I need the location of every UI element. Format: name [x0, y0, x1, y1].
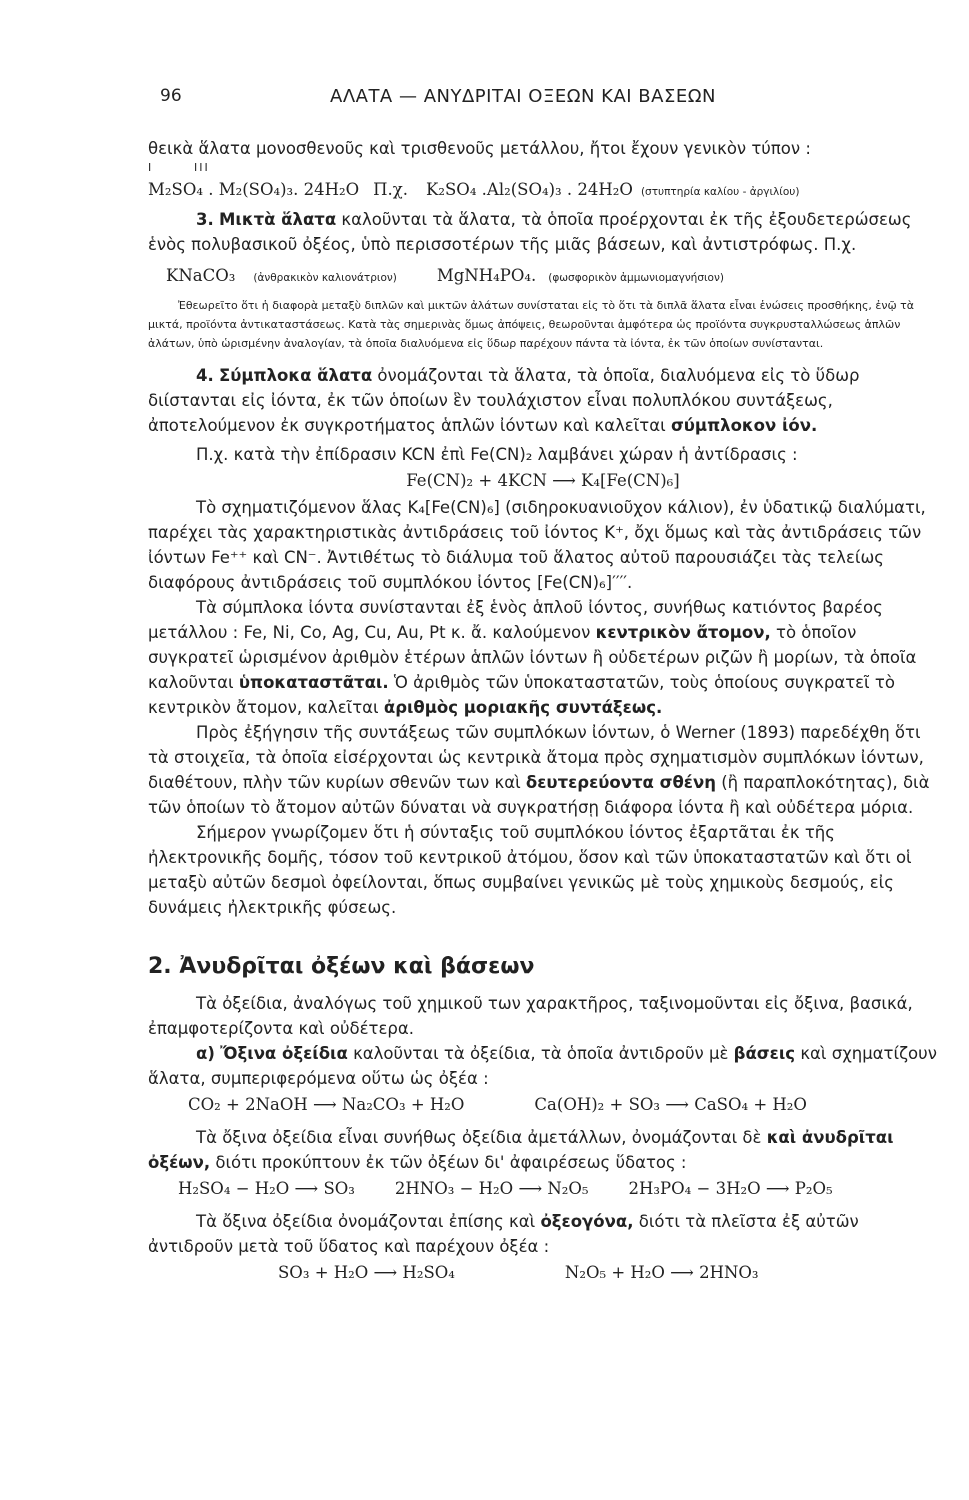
equations-row-2 [178, 1179, 938, 1209]
equation-1: CO₂ + 2NaOH ⟶ Na₂CO₃ + H₂O [188, 1095, 465, 1114]
section-2-intro: Τὰ ὀξείδια, ἀναλόγως τοῦ χημικοῦ των χαρακτῆρος, ταξινομοῦνται εἰς ὄξινα, βασικά, ἐπαμφοτερίζοντα καὶ οὐδέτερα. [148, 994, 913, 1038]
equation-7: N₂O₅ + H₂O ⟶ 2HNO₃ [564, 1263, 759, 1282]
acidic-oxides-text-1: καλοῦνται τὰ ὀξείδια, τὰ ὁποῖα ἀντιδροῦν μὲ [353, 1044, 729, 1063]
equation-5: 2H₃PO₄ − 3H₂O ⟶ P₂O₅ [628, 1179, 833, 1198]
acid-forming-term: ὀξεογόνα, [540, 1212, 634, 1231]
secondary-valence-term: δευτερεύοντα σθένη [525, 773, 716, 792]
acidic-oxides-label: α) [196, 1044, 215, 1063]
oxygen-forming-paragraph [148, 1209, 938, 1259]
oxygen-forming-text-2: διότι τὰ πλεῖστα ἐξ αὐτῶν ἀντιδροῦν μετὰ τοῦ ὕδατος καὶ παρέχουν ὀξέα : [148, 1212, 859, 1256]
complex-salts-paragraph [148, 363, 938, 438]
oxygen-forming-text-1: Τὰ ὄξινα ὀξείδια ὀνομάζονται ἐπίσης καὶ [196, 1212, 536, 1231]
complex-p4-b: (ἢ παραπλοκότητας), διὰ τῶν ὁποίων τὸ ἄτομον αὐτῶν δύναται νὰ συγκρατήσῃ διάφορα ἰόντα ἢ καὶ οὐδέτερα μόρια. [148, 773, 930, 817]
mixed-formula-1: KNaCO₃ [166, 266, 236, 285]
anhydrides-text-2: διότι προκύπτουν ἐκ τῶν ὀξέων δι' ἀφαιρέσεως ὕδατος : [215, 1153, 687, 1172]
mixed-name-1: (ἀνθρακικὸν καλιονάτριον) [253, 272, 397, 284]
page-body [148, 132, 938, 1293]
complex-salts-term: Σύμπλοκα ἅλατα [219, 366, 373, 385]
mixed-salts-term: Μικτὰ ἅλατα [219, 210, 337, 229]
mixed-salts-note: Ἐθεωρεῖτο ὅτι ἡ διαφορὰ μεταξὺ διπλῶν καὶ μικτῶν ἀλάτων συνίσταται εἰς τὸ ὅτι τὰ διπλᾶ ἅλατα εἶναι ἑνώσεις προσθήκης, ἐνῷ τὰ μικτά, προϊόντα ἀντικαταστάσεως. Κατὰ τὰς σημερινὰς ὅμως ἀπόψεις, θεωροῦνται ἀμφότερα ὡς προϊόντα συγκρυσταλλώσεως ἁπλῶν ἀλάτων, ὑπὸ ὡρισμένην ἀναλογίαν, τὰ ὁποῖα διαλυόμενα εἰς ὕδωρ παρέχουν πάντα τὰ ἰόντα, ἐκ τῶν ὁποίων συνίστανται. [148, 299, 915, 350]
mixed-salts-examples [166, 263, 938, 288]
central-atom-term: κεντρικὸν ἄτομον, [595, 623, 771, 642]
equation-4: 2HNO₃ − H₂O ⟶ N₂O₅ [394, 1179, 589, 1198]
complex-p3-b: τὸ ὁποῖον συγκρατεῖ ὡρισμένον ἀριθμὸν ἑτέρων ἁπλῶν ἰόντων ἢ οὐδετέρων ριζῶν ἢ μορίων, τὰ ὁποῖα καλοῦνται [148, 623, 917, 692]
alum-example-name: (στυπτηρία καλίου - ἀργιλίου) [640, 186, 800, 198]
mixed-salts-number: 3. [196, 210, 214, 229]
running-title: ΑΛΑΤΑ — ΑΝΥΔΡΙΤΑΙ ΟΞΕΩΝ ΚΑΙ ΒΑΣΕΩΝ [330, 86, 716, 107]
anhydrides-paragraph [148, 1125, 938, 1175]
equations-row-1 [188, 1095, 938, 1125]
complex-reaction: Fe(CN)₂ + 4KCN ⟶ K₄[Fe(CN)₆] [406, 471, 680, 490]
complex-ion-term: σύμπλοκον ἰόν. [670, 416, 818, 435]
complex-paragraph-5: Σήμερον γνωρίζομεν ὅτι ἡ σύνταξις τοῦ συμπλόκου ἰόντος ἐξαρτᾶται ἐκ τῆς ἠλεκτρονικῆς δομῆς, τόσον τοῦ κεντρικοῦ ἀτόμου, ὅσον καὶ τῶν ὑποκαταστατῶν καὶ ὅτι οἱ μεταξὺ αὐτῶν δεσμοὶ ὀφείλονται, ὅπως συμβαίνει γενικῶς μὲ τοὺς χημικοὺς δεσμούς, εἰς δυνάμεις ἠλεκτρικῆς φύσεως. [148, 823, 912, 917]
ligands-term: ὑποκαταστᾶται. [238, 673, 389, 692]
coordination-number-term: ἀριθμὸς μοριακῆς συντάξεως. [383, 698, 663, 717]
alum-example-formula: K₂SO₄ .Al₂(SO₄)₃ . 24H₂O [426, 180, 633, 199]
complex-example: Π.χ. κατὰ τὴν ἐπίδρασιν KCN ἐπὶ Fe(CN)₂ λαμβάνει χώραν ἡ ἀντίδρασις : [196, 445, 798, 464]
page-header [0, 86, 969, 116]
acidic-oxides-paragraph [148, 1041, 938, 1091]
complex-salts-text: ὀνομάζονται τὰ ἅλατα, τὰ ὁποῖα, διαλυόμενα εἰς τὸ ὕδωρ διίστανται εἰς ἰόντα, ἐκ τῶν ὁποίων ἓν τουλάχιστον εἶναι πολυπλόκου συντάξεως, ἀποτελούμενον ἐκ συγκροτήματος ἁπλῶν ἰόντων καὶ καλεῖται [148, 366, 860, 435]
roman-three: III [194, 161, 210, 174]
acid-anhydrides-term: καὶ ἀνυδρῖται ὀξέων, [148, 1128, 894, 1172]
complex-paragraph-2: Τὸ σχηματιζόμενον ἅλας K₄[Fe(CN)₆] (σιδηροκυανιοῦχον κάλιον), ἐν ὑδατικῷ διαλύματι, παρέχει τὰς χαρακτηριστικὰς ἀντιδράσεις τοῦ ἰόντος K⁺, ὄχι ὅμως καὶ τὰς ἀντιδράσεις τῶν ἰόντων Fe⁺⁺ καὶ CN⁻. Ἀντιθέτως τὸ διάλυμα τοῦ ἅλατος αὐτοῦ παρουσιάζει τὰς τελείως διαφόρους ἀντιδράσεις τοῦ συμπλόκου ἰόντος [Fe(CN)₆]′′′′. [148, 498, 926, 592]
complex-salts-number: 4. [196, 366, 214, 385]
alum-intro: θεικὰ ἅλατα μονοσθενοῦς καὶ τρισθενοῦς μετάλλου, ἤτοι ἔχουν γενικὸν τύπον : [148, 139, 811, 158]
anhydrides-text-1: Τὰ ὄξινα ὀξείδια εἶναι συνήθως ὀξείδια ἀμετάλλων, ὀνομάζονται δὲ [196, 1128, 762, 1147]
roman-one: I [148, 161, 154, 174]
mixed-salts-paragraph [148, 207, 938, 257]
equations-row-3 [278, 1263, 938, 1293]
alum-formula-block [148, 161, 938, 205]
acidic-oxides-term: Ὄξινα ὀξείδια [220, 1044, 348, 1063]
bases-term: βάσεις [733, 1044, 796, 1063]
acidic-oxides-text-2: καὶ σχηματίζουν ἅλατα, συμπεριφερόμενα οὕτω ὡς ὀξέα : [148, 1044, 937, 1088]
complex-p3-a: Τὰ σύμπλοκα ἰόντα συνίστανται ἐξ ἑνὸς ἁπλοῦ ἰόντος, συνήθως κατιόντος βαρέος μετάλλου : Fe, Ni, Co, Ag, Cu, Au, Pt κ. ἄ. καλούμενον [148, 598, 883, 642]
alum-general-formula: M₂SO₄ . M₂(SO₄)₃. 24H₂O [148, 180, 360, 199]
complex-paragraph-4 [148, 720, 938, 820]
complex-p4-a: Πρὸς ἐξήγησιν τῆς συντάξεως τῶν συμπλόκων ἰόντων, ὁ Werner (1893) παρεδέχθη ὅτι τὰ στοιχεῖα, τὰ ὁποῖα εἰσέρχονται ὡς κεντρικὰ ἄτομα πρὸς σχηματισμὸν συμπλόκων ἰόντων, διαθέτουν, πλὴν τῶν κυρίων σθενῶν των καὶ [148, 723, 924, 792]
equation-3: H₂SO₄ − H₂O ⟶ SO₃ [178, 1179, 355, 1198]
complex-paragraph-3 [148, 595, 938, 720]
mixed-name-2: (φωσφορικὸν ἀμμωνιομαγνήσιον) [548, 272, 724, 284]
complex-p3-c: Ὁ ἀριθμὸς τῶν ὑποκαταστατῶν, τοὺς ὁποίους συγκρατεῖ τὸ κεντρικὸν ἄτομον, καλεῖται [148, 673, 895, 717]
equation-6: SO₃ + H₂O ⟶ H₂SO₄ [278, 1263, 455, 1282]
mixed-formula-2: MgNH₄PO₄. [436, 266, 537, 285]
equation-2: Ca(OH)₂ + SO₃ ⟶ CaSO₄ + H₂O [534, 1095, 807, 1114]
section-2-title: 2. Ἀνυδρῖται ὀξέων καὶ βάσεων [148, 954, 535, 979]
example-prefix: Π.χ. [373, 180, 409, 199]
page-number: 96 [160, 86, 182, 106]
mixed-salts-text: καλοῦνται τὰ ἅλατα, τὰ ὁποῖα προέρχονται ἐκ τῆς ἐξουδετερώσεως ἑνὸς πολυβασικοῦ ὀξέος, ὑπὸ περισσοτέρων τῆς μιᾶς βάσεων, καὶ ἀντιστρόφως. Π.χ. [148, 210, 912, 254]
